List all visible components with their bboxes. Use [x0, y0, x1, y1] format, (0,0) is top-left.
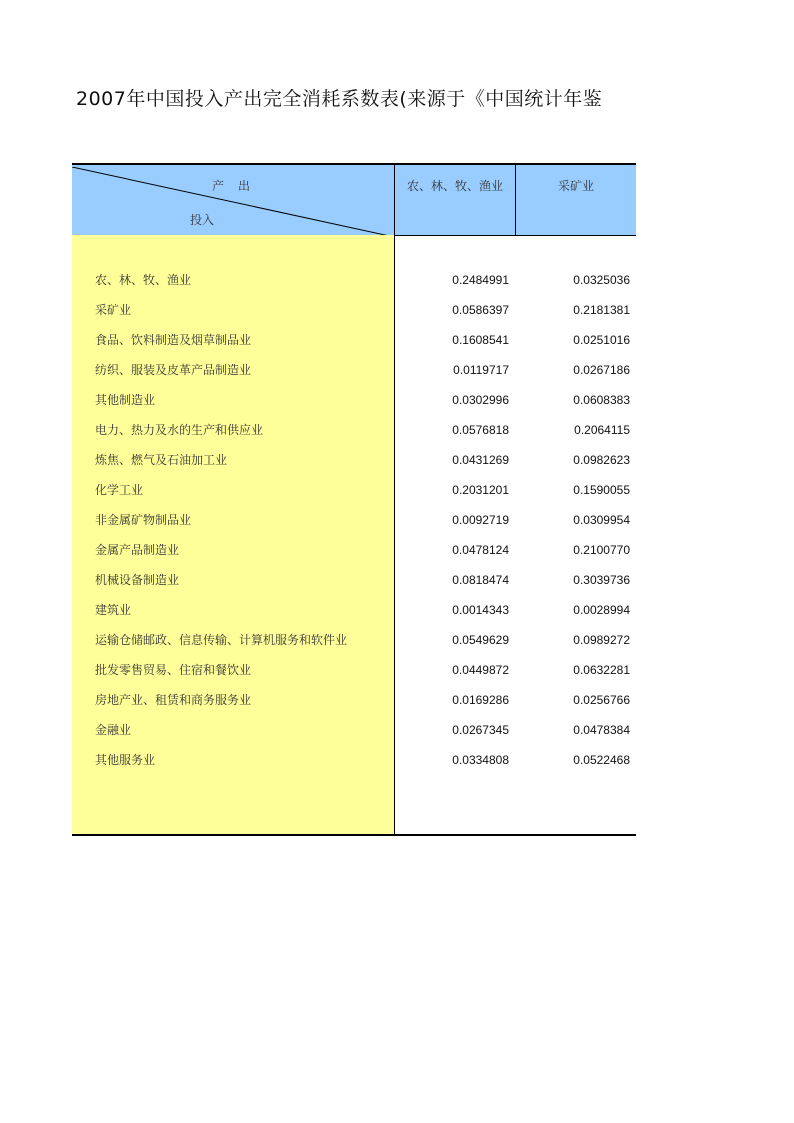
table-row — [72, 265, 636, 295]
cell-value-mining: 0.0267186 — [573, 363, 630, 377]
table-row — [72, 715, 636, 745]
cell-value-agriculture: 0.0586397 — [452, 303, 509, 317]
cell-value-agriculture: 0.2031201 — [452, 483, 509, 497]
cell-value-mining: 0.2181381 — [573, 303, 630, 317]
cell-value-mining: 0.0256766 — [573, 693, 630, 707]
row-label: 金融业 — [95, 723, 132, 737]
row-label: 采矿业 — [95, 303, 132, 317]
row-label: 非金属矿物制品业 — [95, 513, 192, 527]
row-label: 纺织、服装及皮革产品制造业 — [95, 363, 252, 377]
row-label: 批发零售贸易、住宿和餐饮业 — [95, 663, 252, 677]
cell-value-mining: 0.0251016 — [573, 333, 630, 347]
table-row — [72, 535, 636, 565]
row-label: 其他服务业 — [95, 753, 156, 767]
cell-value-agriculture: 0.0549629 — [452, 633, 509, 647]
table-row — [72, 745, 636, 775]
cell-value-mining: 0.3039736 — [573, 573, 630, 587]
table-row — [72, 505, 636, 535]
column-header-mining — [516, 165, 636, 235]
column-header-agriculture — [395, 165, 515, 235]
table-row — [72, 475, 636, 505]
cell-value-mining: 0.0325036 — [573, 273, 630, 287]
page-title: 2007年中国投入产出完全消耗系数表(来源于《中国统计年鉴 — [76, 88, 603, 110]
table-bottom-rule — [72, 834, 636, 836]
cell-value-agriculture: 0.0092719 — [452, 513, 509, 527]
cell-value-mining: 0.0608383 — [573, 393, 630, 407]
cell-value-mining: 0.2064115 — [574, 423, 630, 437]
table-row — [72, 295, 636, 325]
table-row — [72, 595, 636, 625]
table-row — [72, 415, 636, 445]
cell-value-agriculture: 0.0014343 — [452, 603, 509, 617]
cell-value-agriculture: 0.0169286 — [452, 693, 509, 707]
table-row — [72, 565, 636, 595]
cell-value-mining: 0.0632281 — [573, 663, 630, 677]
cell-value-agriculture: 0.0334808 — [452, 753, 509, 767]
cell-value-mining: 0.1590055 — [573, 483, 630, 497]
row-label: 建筑业 — [95, 603, 132, 617]
row-label: 金属产品制造业 — [95, 543, 180, 557]
row-label: 食品、饮料制造及烟草制品业 — [95, 333, 252, 347]
cell-value-mining: 0.0478384 — [573, 723, 630, 737]
cell-value-agriculture: 0.2484991 — [452, 273, 509, 287]
row-label: 农、林、牧、渔业 — [95, 273, 192, 287]
table-row — [72, 685, 636, 715]
table-row — [72, 325, 636, 355]
header-bottom-rule — [394, 235, 636, 236]
cell-value-agriculture: 0.0431269 — [452, 453, 509, 467]
row-label: 机械设备制造业 — [95, 573, 180, 587]
row-label: 炼焦、燃气及石油加工业 — [95, 453, 228, 467]
cell-value-agriculture: 0.0119717 — [453, 363, 509, 377]
corner-output-label: 产出 — [212, 179, 265, 193]
row-label: 其他制造业 — [95, 393, 156, 407]
table-row — [72, 625, 636, 655]
corner-input-label: 投入 — [190, 213, 215, 227]
table-row — [72, 385, 636, 415]
column-header-label: 采矿业 — [557, 179, 594, 193]
cell-value-agriculture: 0.1608541 — [452, 333, 509, 347]
cell-value-mining: 0.0989272 — [573, 633, 630, 647]
table-row — [72, 655, 636, 685]
cell-value-mining: 0.0982623 — [573, 453, 630, 467]
table-row — [72, 355, 636, 385]
cell-value-agriculture: 0.0267345 — [452, 723, 509, 737]
row-label: 房地产业、租赁和商务服务业 — [95, 693, 252, 707]
cell-value-mining: 0.0522468 — [573, 753, 630, 767]
cell-value-agriculture: 0.0478124 — [452, 543, 509, 557]
cell-value-mining: 0.2100770 — [573, 543, 630, 557]
coefficient-table — [72, 163, 636, 836]
row-label: 化学工业 — [95, 483, 144, 497]
cell-value-agriculture: 0.0818474 — [452, 573, 509, 587]
cell-value-mining: 0.0028994 — [573, 603, 630, 617]
row-label: 运输仓储邮政、信息传输、计算机服务和软件业 — [95, 633, 348, 647]
cell-value-agriculture: 0.0302996 — [452, 393, 509, 407]
column-header-label: 农、林、牧、渔业 — [406, 179, 503, 193]
column-divider — [515, 165, 516, 235]
corner-header-cell — [72, 165, 394, 235]
cell-value-agriculture: 0.0449872 — [452, 663, 509, 677]
cell-value-mining: 0.0309954 — [573, 513, 630, 527]
cell-value-agriculture: 0.0576818 — [452, 423, 509, 437]
table-row — [72, 445, 636, 475]
row-label: 电力、热力及水的生产和供应业 — [95, 423, 264, 437]
